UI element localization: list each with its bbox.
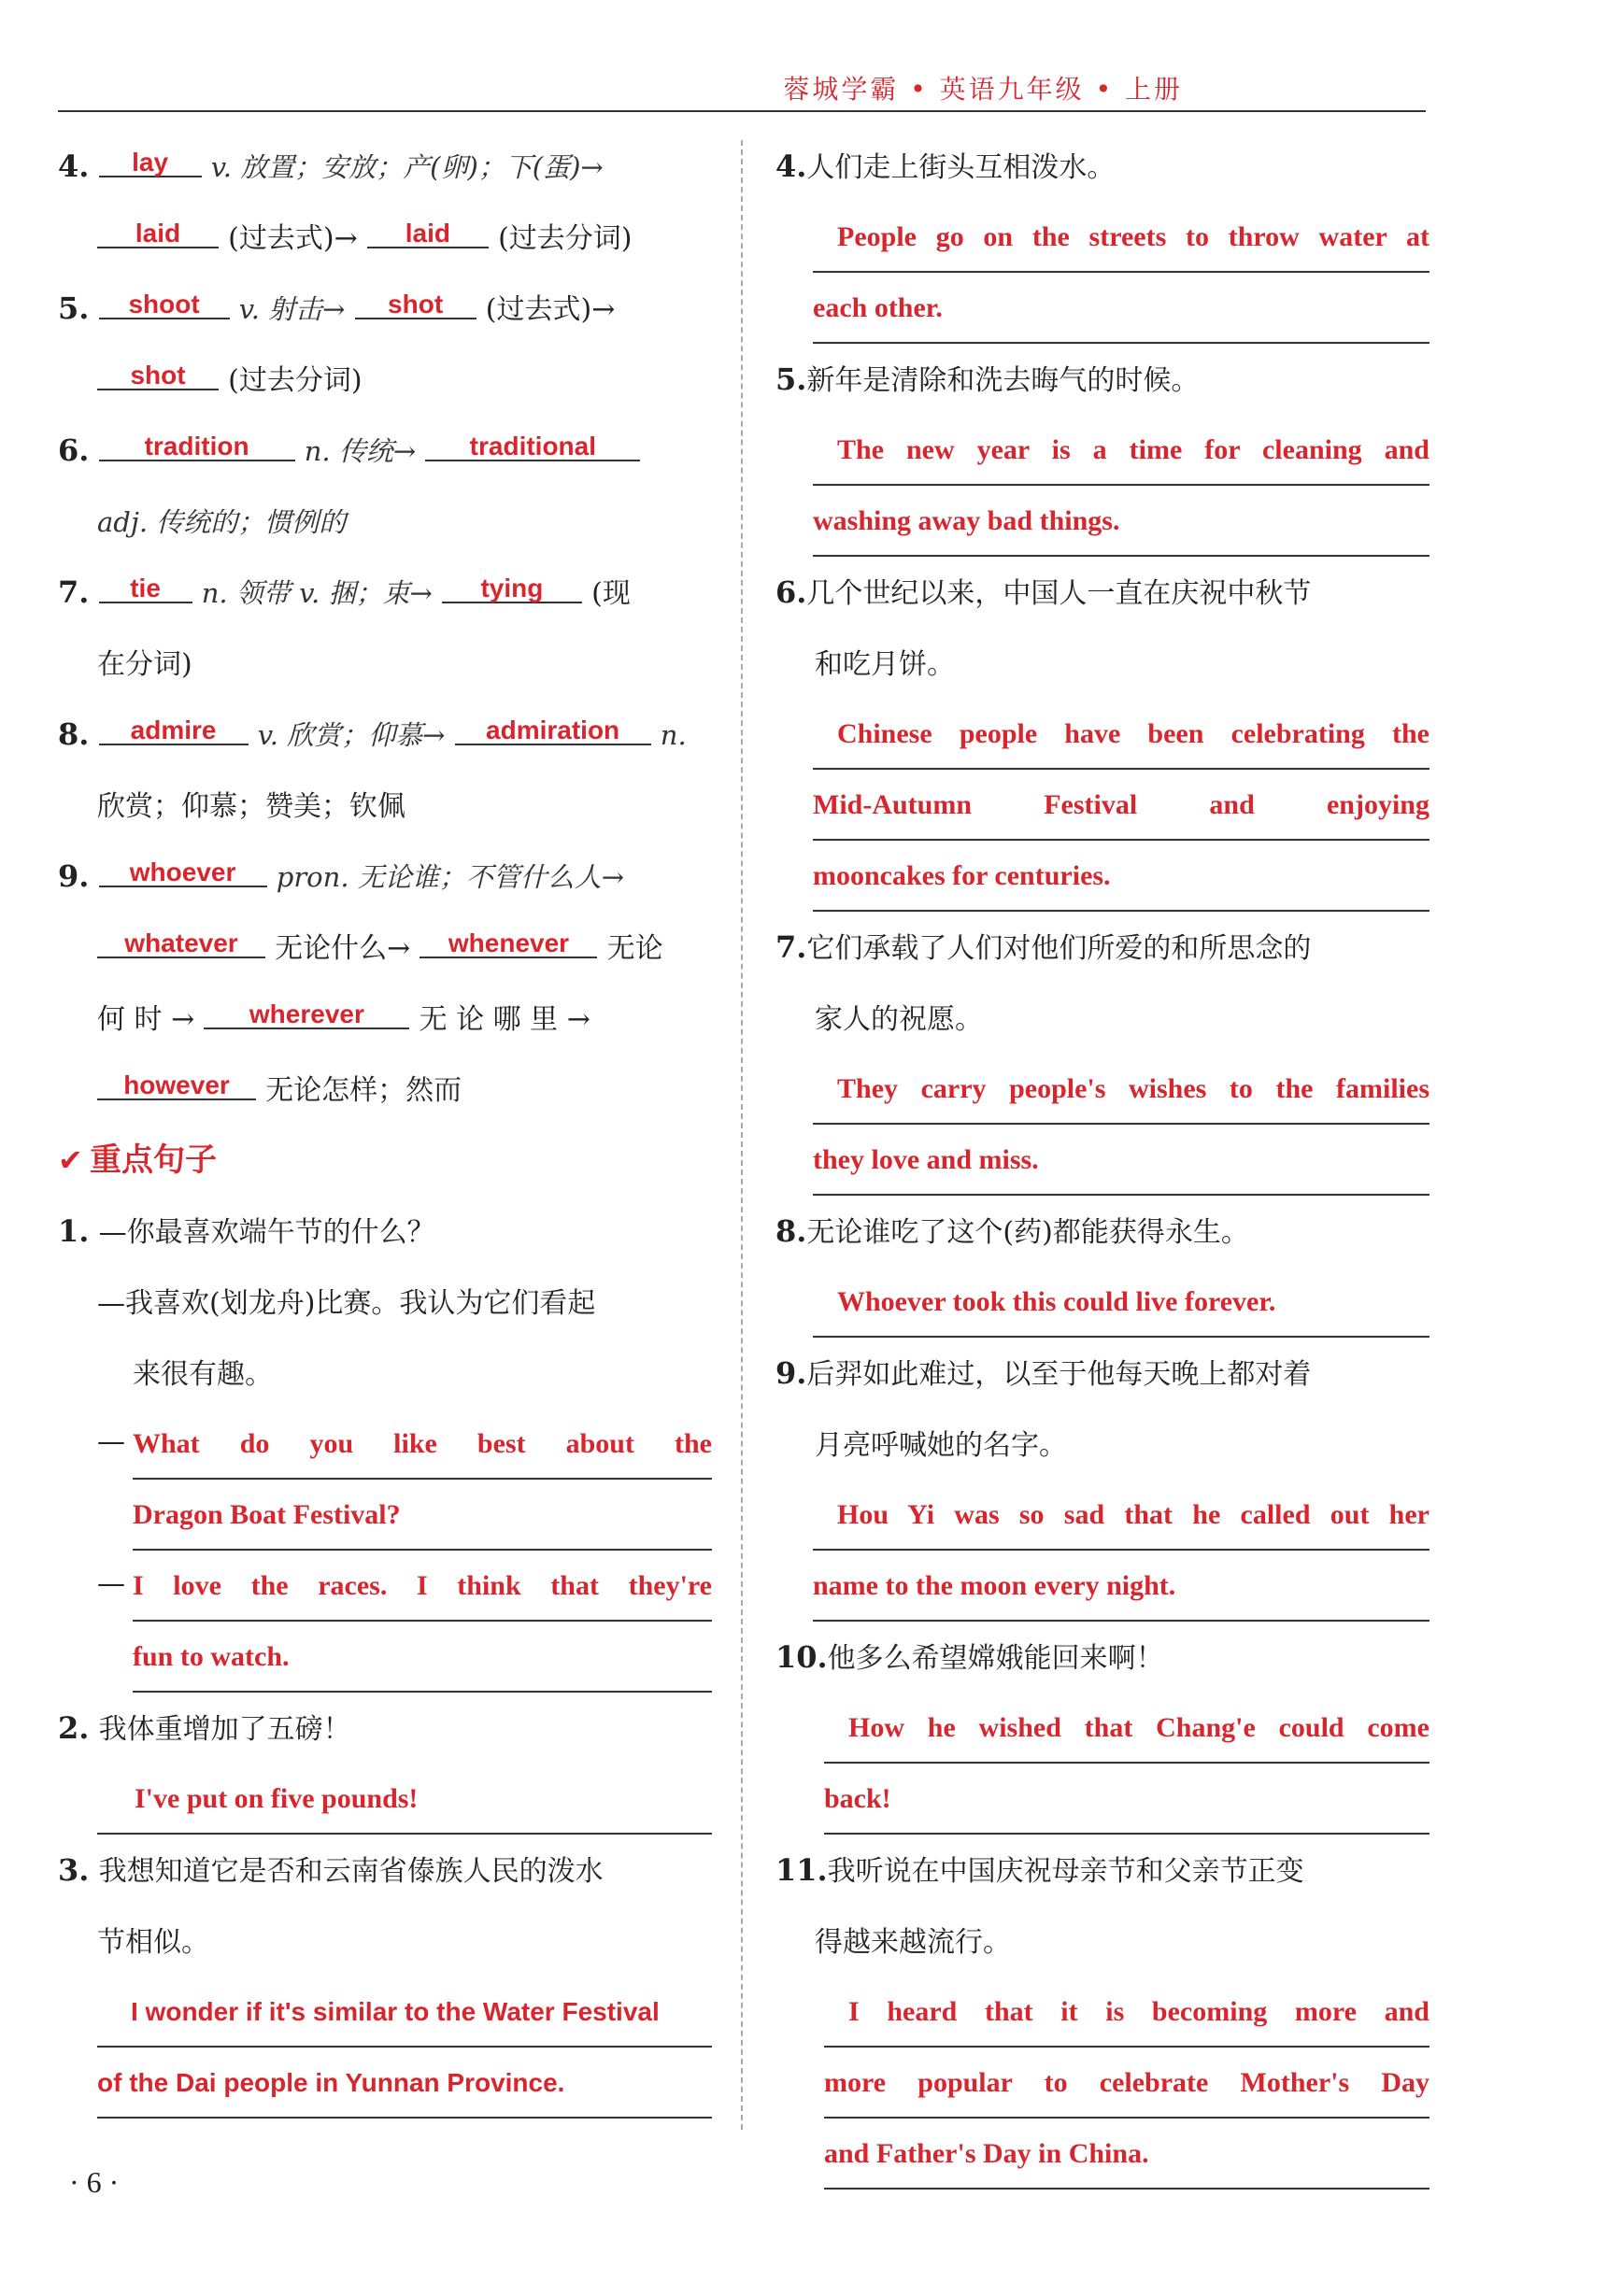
- answer-text: mooncakes for centuries.: [813, 860, 1111, 891]
- dash: —: [97, 1567, 125, 1600]
- question-text: 我体重增加了五磅！: [98, 1713, 351, 1746]
- answer-text: fun to watch.: [133, 1641, 290, 1672]
- gloss-text: 无论什么→: [275, 932, 411, 965]
- vocab-item-9-cont: [58, 912, 712, 983]
- answer-text: washing away bad things.: [813, 505, 1120, 536]
- checkmark-icon: ✔: [58, 1142, 83, 1178]
- item-number: 9.: [775, 1355, 807, 1391]
- vocab-item-5: [58, 273, 712, 344]
- gloss-text: v. 欣赏；仰慕→: [257, 719, 446, 751]
- section-title-text: 重点句子: [90, 1141, 217, 1179]
- answer-text: wherever: [249, 999, 364, 1028]
- question-text: 家人的祝愿。: [815, 1003, 983, 1036]
- answer-line[interactable]: [813, 273, 1429, 344]
- item-number: 8.: [775, 1213, 807, 1249]
- answer-blank[interactable]: [204, 986, 409, 1029]
- sentence-9-q2: [775, 1409, 1429, 1480]
- answer-text: People go on the streets to throw water at: [837, 221, 1429, 252]
- vocab-item-9-cont2: [58, 983, 712, 1054]
- page-header: [58, 65, 1426, 112]
- answer-line[interactable]: [813, 1054, 1429, 1125]
- answer-blank[interactable]: [367, 206, 489, 248]
- item-number: 6.: [775, 574, 807, 610]
- answer-text: Hou Yi was so sad that he called out her: [837, 1499, 1429, 1530]
- sentence-7-q1: [775, 912, 1429, 983]
- answer-text: The new year is a time for cleaning and: [837, 434, 1429, 465]
- answer-blank[interactable]: [97, 347, 219, 390]
- sentence-6-answer: [775, 699, 1429, 912]
- question-text: —我喜欢(划龙舟)比赛。我认为它们看起: [97, 1287, 596, 1320]
- answer-text: tying: [480, 574, 544, 602]
- answer-blank[interactable]: [99, 276, 230, 319]
- item-number: 5.: [58, 291, 90, 326]
- sentence-10-q1: [775, 1622, 1429, 1693]
- answer-text: tradition: [144, 432, 249, 461]
- page-number: · 6 ·: [69, 2165, 120, 2199]
- answer-line[interactable]: [824, 1977, 1429, 2048]
- answer-line[interactable]: [97, 1764, 712, 1835]
- gloss-text: v. 放置；安放；产(卵)；下(蛋)→: [210, 151, 604, 183]
- item-number: 6.: [58, 432, 90, 468]
- gloss-text: pron. 无论谁；不管什么人→: [276, 861, 625, 893]
- header-title: 蓉城学霸 • 英语九年级 • 上册: [783, 74, 1183, 105]
- sentence-3-q2: [58, 1906, 712, 1977]
- sentence-1-q3: [58, 1338, 712, 1409]
- vocab-item-6: [58, 415, 712, 486]
- answer-line[interactable]: [813, 1125, 1429, 1196]
- answer-line[interactable]: [813, 770, 1429, 841]
- answer-blank[interactable]: [97, 915, 265, 958]
- item-number: 2.: [58, 1710, 90, 1746]
- question-text: 新年是清除和洗去晦气的时候。: [806, 364, 1200, 397]
- sentence-11-q1: [775, 1835, 1429, 1906]
- sentence-1-q2: [58, 1267, 712, 1338]
- gloss-text: 在分词): [97, 648, 192, 681]
- question-text: 和吃月饼。: [815, 648, 955, 681]
- answer-text: traditional: [469, 432, 597, 461]
- gloss-text: (过去分词): [498, 222, 633, 255]
- vocab-item-9: [58, 841, 712, 912]
- sentence-9-q1: [775, 1338, 1429, 1409]
- answer-text: Mid-Autumn Festival and enjoying: [813, 789, 1429, 820]
- answer-line[interactable]: [813, 1267, 1429, 1338]
- answer-line[interactable]: [133, 1480, 712, 1551]
- sentence-6-q2: [775, 628, 1429, 699]
- sentence-1-q1: [58, 1196, 712, 1267]
- sentence-9-answer: [775, 1480, 1429, 1622]
- gloss-text: (过去式)→: [485, 293, 616, 326]
- answer-blank[interactable]: [99, 418, 295, 461]
- sentence-8-q1: [775, 1196, 1429, 1267]
- item-number: 1.: [58, 1213, 90, 1249]
- answer-line[interactable]: [133, 1409, 712, 1480]
- answer-text: lay: [132, 148, 169, 177]
- gloss-text: n. 传统→: [304, 435, 417, 467]
- answer-line[interactable]: [813, 486, 1429, 557]
- answer-text: shot: [130, 361, 186, 390]
- answer-text: admire: [130, 716, 217, 744]
- gloss-text: 欣赏；仰慕；赞美；钦佩: [97, 790, 405, 823]
- answer-blank[interactable]: [99, 135, 202, 177]
- vocab-item-5-cont: [58, 344, 712, 415]
- item-number: 4.: [58, 149, 90, 184]
- gloss-text: n.: [660, 719, 687, 751]
- vocab-item-9-cont3: [58, 1054, 712, 1125]
- vocab-item-6-cont: [58, 486, 712, 557]
- section-heading: [58, 1125, 712, 1196]
- answer-line[interactable]: [813, 415, 1429, 486]
- sentence-8-answer: [775, 1267, 1429, 1338]
- sentence-3-answer: [58, 1977, 712, 2119]
- gloss-text: 无 论 哪 里 →: [419, 1003, 590, 1036]
- gloss-text: 无论: [606, 932, 663, 965]
- answer-line[interactable]: [97, 2048, 712, 2119]
- sentence-1-answer-b: [58, 1551, 712, 1693]
- answer-text: They carry people's wishes to the families: [837, 1073, 1429, 1104]
- answer-text: however: [123, 1070, 230, 1099]
- question-text: 它们承载了人们对他们所爱的和所思念的: [806, 932, 1312, 965]
- item-number: 4.: [775, 149, 807, 184]
- answer-text: How he wished that Chang'e could come: [848, 1712, 1429, 1743]
- sentence-11-q2: [775, 1906, 1429, 1977]
- answer-text: tie: [130, 574, 161, 602]
- left-column: [58, 131, 712, 2119]
- vocab-item-4: [58, 131, 712, 202]
- answer-text: laid: [405, 219, 450, 248]
- answer-text: and Father's Day in China.: [824, 2138, 1149, 2169]
- sentence-5-answer: [775, 415, 1429, 557]
- question-text: 来很有趣。: [133, 1358, 273, 1391]
- answer-line[interactable]: [813, 1551, 1429, 1622]
- sentence-2-q: [58, 1693, 712, 1764]
- answer-text: Whoever took this could live forever.: [837, 1286, 1276, 1317]
- answer-blank[interactable]: [425, 418, 640, 461]
- answer-text: I've put on five pounds!: [135, 1783, 419, 1814]
- gloss-text: (过去式)→: [228, 222, 358, 255]
- answer-line[interactable]: [97, 1977, 712, 2048]
- question-text: 无论谁吃了这个(药)都能获得永生。: [806, 1216, 1249, 1249]
- answer-line[interactable]: [813, 841, 1429, 912]
- answer-text: of the Dai people in Yunnan Province.: [97, 2068, 565, 2097]
- answer-line[interactable]: [133, 1551, 712, 1622]
- answer-text: back!: [824, 1783, 891, 1814]
- answer-text: admiration: [486, 716, 620, 744]
- answer-text: shoot: [128, 290, 200, 319]
- answer-text: whenever: [448, 928, 570, 957]
- vocab-item-7-cont: [58, 628, 712, 699]
- sentence-1-answer-a: [58, 1409, 712, 1551]
- question-text: 后羿如此难过，以至于他每天晚上都对着: [806, 1358, 1312, 1391]
- answer-blank[interactable]: [97, 206, 219, 248]
- gloss-text: v. 射击→: [238, 293, 346, 325]
- vocab-item-8-cont: [58, 770, 712, 841]
- answer-text: whoever: [129, 857, 236, 886]
- item-number: 7.: [58, 574, 90, 610]
- answer-text: Chinese people have been celebrating the: [837, 718, 1429, 749]
- sentence-5-q1: [775, 344, 1429, 415]
- item-number: 7.: [775, 929, 807, 965]
- sentence-11-answer: [775, 1977, 1429, 2190]
- answer-text: name to the moon every night.: [813, 1570, 1176, 1601]
- answer-text: Dragon Boat Festival?: [133, 1499, 401, 1530]
- gloss-text: (过去分词): [228, 364, 363, 397]
- answer-text: I heard that it is becoming more and: [848, 1996, 1429, 2027]
- question-text: 月亮呼喊她的名字。: [815, 1429, 1067, 1462]
- sentence-4-q1: [775, 131, 1429, 202]
- answer-line[interactable]: [813, 202, 1429, 273]
- sentence-4-answer: [775, 202, 1429, 344]
- question-text: 得越来越流行。: [815, 1926, 1011, 1959]
- sentence-7-answer: [775, 1054, 1429, 1196]
- question-text: —你最喜欢端午节的什么？: [98, 1216, 435, 1249]
- answer-blank[interactable]: [99, 844, 267, 887]
- answer-text: I wonder if it's similar to the Water Festival: [131, 1997, 660, 2026]
- item-number: 9.: [58, 858, 90, 894]
- vocab-item-4-cont: [58, 202, 712, 273]
- sentence-6-q1: [775, 557, 1429, 628]
- gloss-text: 何 时 →: [97, 1003, 195, 1036]
- sentence-7-q2: [775, 983, 1429, 1054]
- column-divider: [741, 140, 743, 2130]
- answer-line[interactable]: [824, 1764, 1429, 1835]
- dash: —: [97, 1425, 125, 1458]
- answer-blank[interactable]: [97, 1057, 256, 1100]
- answer-blank[interactable]: [455, 702, 651, 745]
- question-text: 节相似。: [97, 1926, 209, 1959]
- answer-line[interactable]: [824, 1693, 1429, 1764]
- answer-text: shot: [388, 290, 444, 319]
- question-text: 几个世纪以来，中国人一直在庆祝中秋节: [806, 577, 1312, 610]
- sentence-2-answer: [58, 1764, 712, 1835]
- sentence-3-q1: [58, 1835, 712, 1906]
- answer-line[interactable]: [824, 2048, 1429, 2119]
- item-number: 3.: [58, 1852, 90, 1888]
- answer-text: laid: [135, 219, 181, 248]
- item-number: 8.: [58, 716, 90, 752]
- answer-line[interactable]: [813, 699, 1429, 770]
- gloss-text: (现: [591, 577, 631, 610]
- answer-blank[interactable]: [420, 915, 597, 958]
- answer-line[interactable]: [133, 1622, 712, 1693]
- answer-text: What do you like best about the: [133, 1428, 712, 1459]
- answer-line[interactable]: [824, 2119, 1429, 2190]
- question-text: 他多么希望嫦娥能回来啊！: [827, 1642, 1164, 1675]
- question-text: 我想知道它是否和云南省傣族人民的泼水: [98, 1855, 604, 1888]
- answer-text: more popular to celebrate Mother's Day: [824, 2067, 1429, 2098]
- answer-text: each other.: [813, 292, 943, 323]
- answer-text: I love the races. I think that they're: [133, 1570, 712, 1601]
- sentence-10-answer: [775, 1693, 1429, 1835]
- gloss-text: n. 领带 v. 捆；束→: [201, 577, 433, 609]
- answer-blank[interactable]: [355, 276, 476, 319]
- gloss-text: adj. 传统的；惯例的: [97, 506, 347, 538]
- answer-line[interactable]: [813, 1480, 1429, 1551]
- question-text: 人们走上街头互相泼水。: [806, 151, 1116, 184]
- question-text: 我听说在中国庆祝母亲节和父亲节正变: [827, 1855, 1304, 1888]
- gloss-text: 无论怎样；然而: [265, 1074, 462, 1107]
- item-number: 10.: [775, 1639, 828, 1675]
- item-number: 11.: [775, 1852, 828, 1888]
- vocab-item-7: [58, 557, 712, 628]
- answer-text: whatever: [124, 928, 238, 957]
- right-column: [775, 131, 1429, 2190]
- answer-text: they love and miss.: [813, 1144, 1039, 1175]
- answer-blank[interactable]: [99, 560, 192, 603]
- item-number: 5.: [775, 361, 807, 397]
- answer-blank[interactable]: [442, 560, 582, 603]
- answer-blank[interactable]: [99, 702, 249, 745]
- vocab-item-8: [58, 699, 712, 770]
